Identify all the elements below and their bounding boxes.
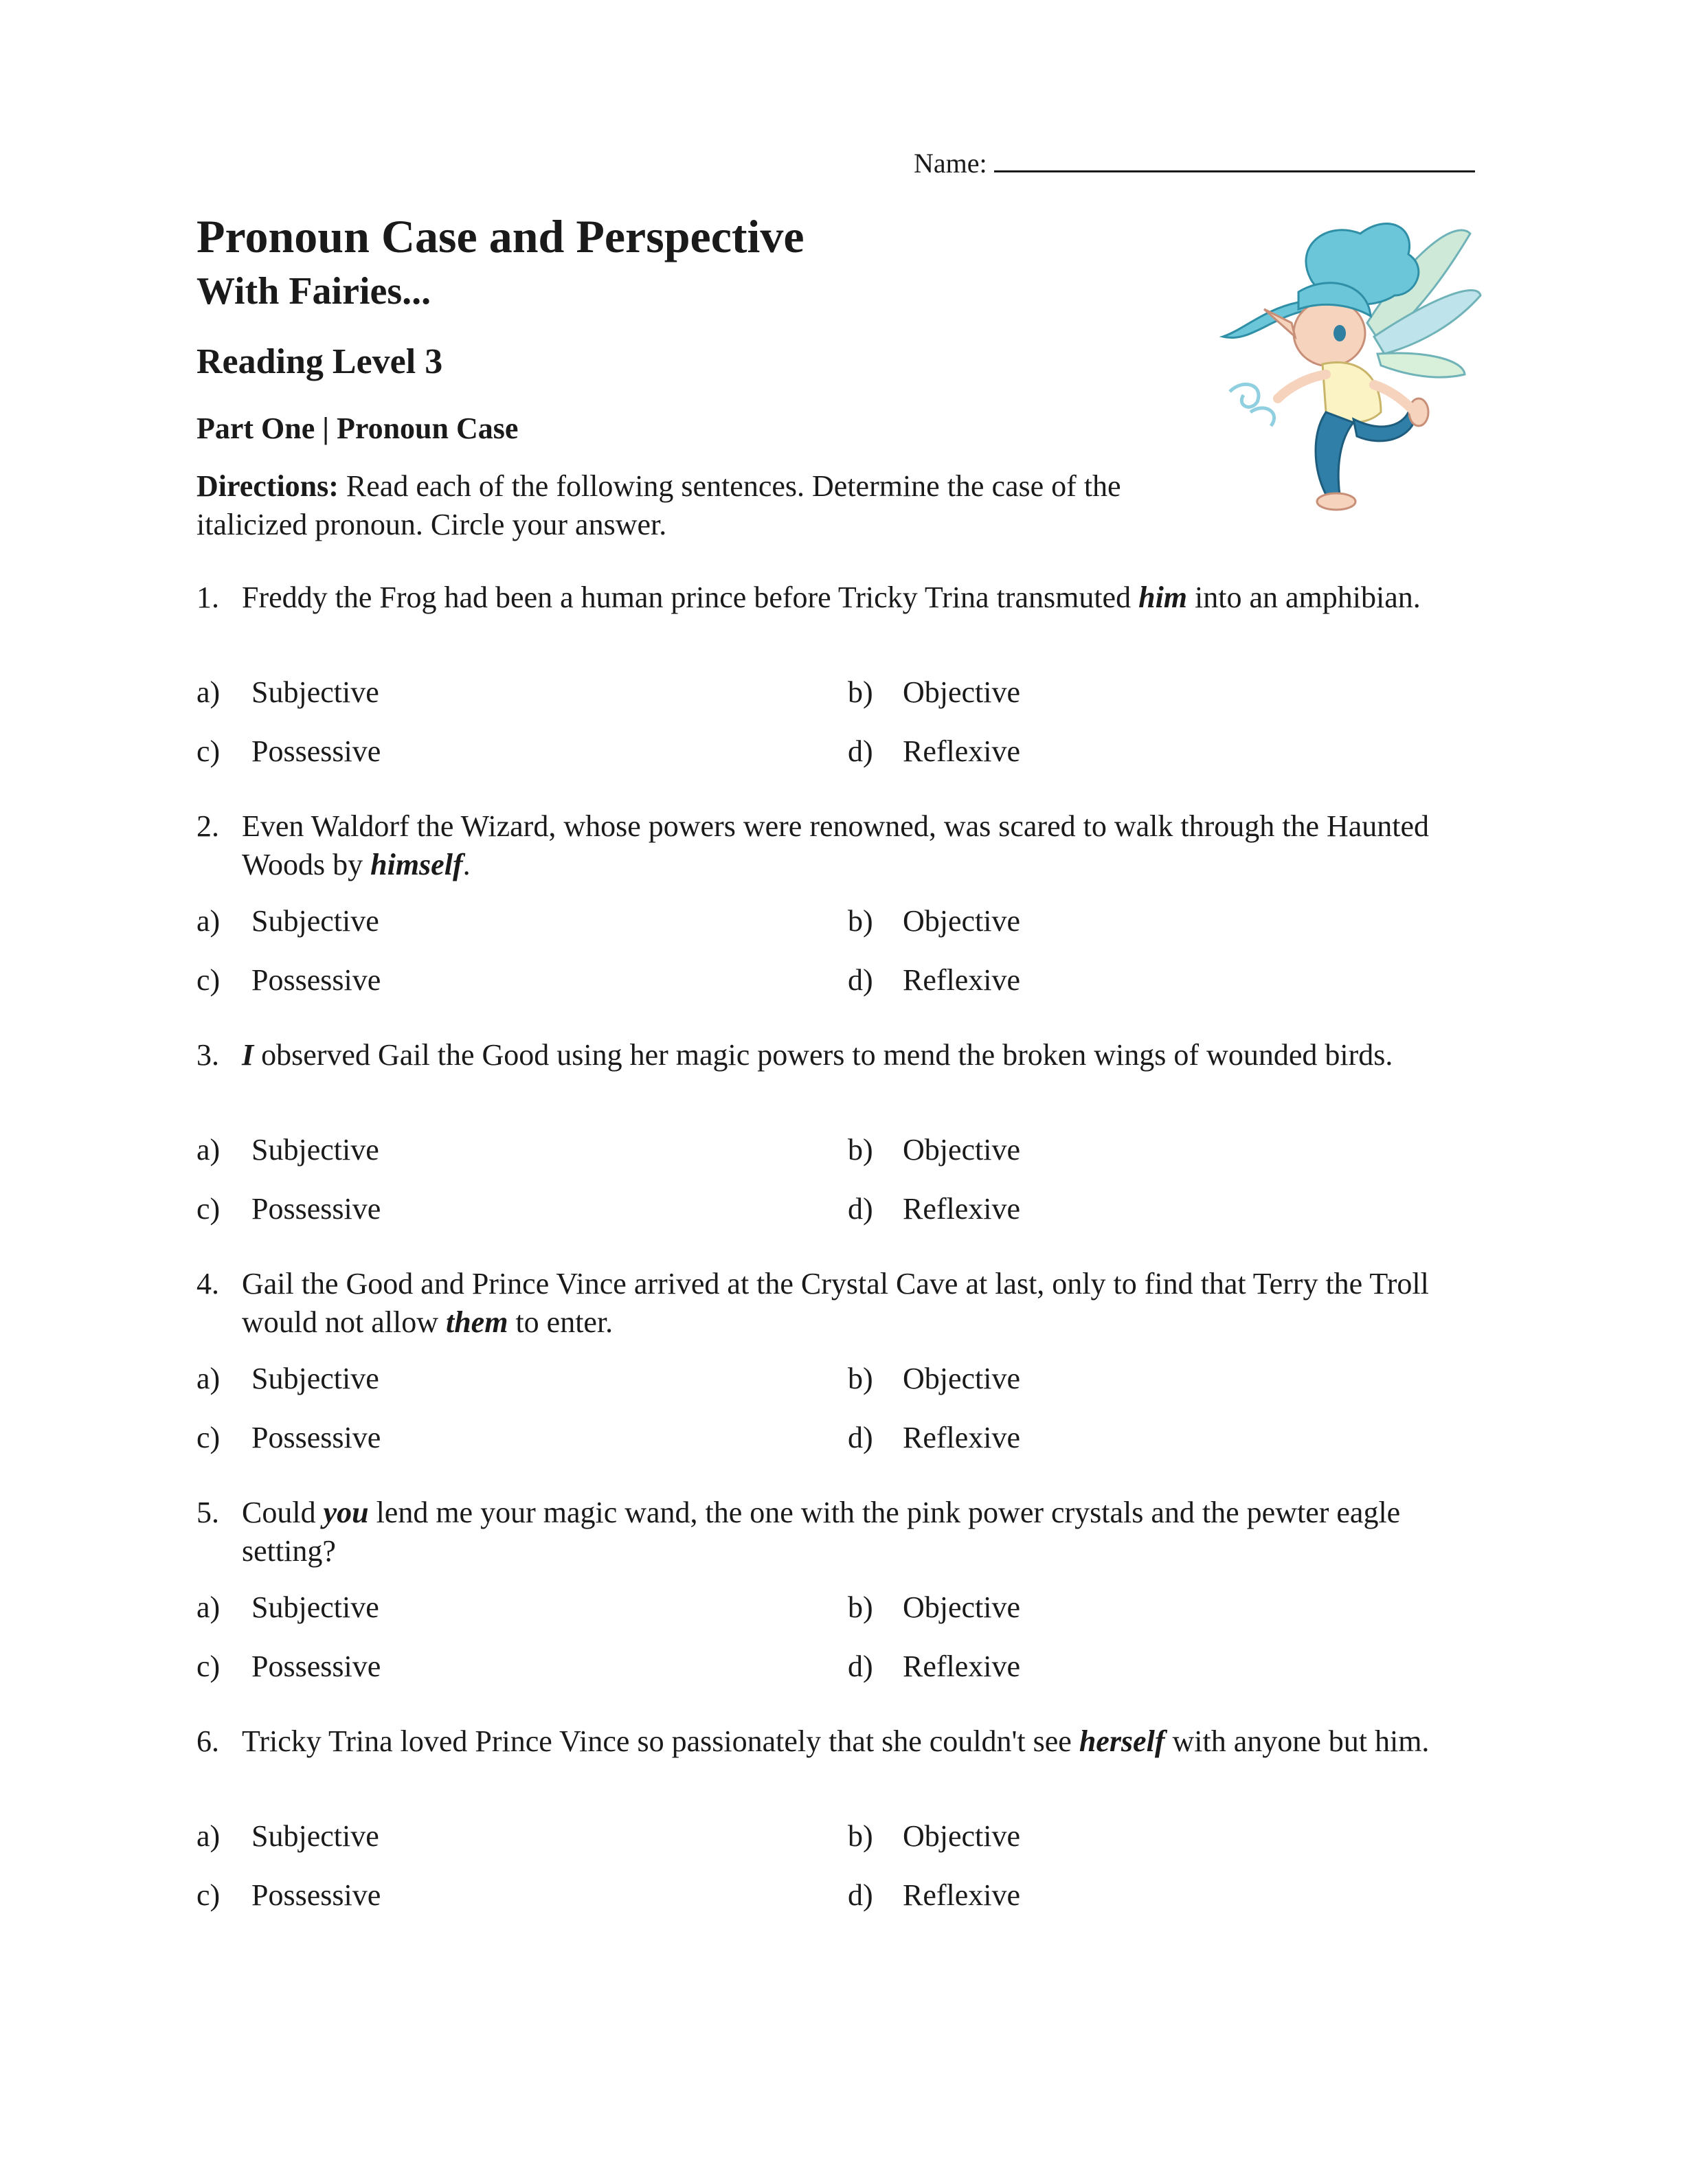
option-label: Subjective (251, 1590, 379, 1624)
fairy-foot (1317, 493, 1355, 510)
option-a[interactable] (196, 1132, 379, 1167)
option-b[interactable] (848, 1132, 1020, 1167)
option-letter: d) (848, 1421, 873, 1454)
option-d[interactable] (848, 1191, 1020, 1226)
option-b[interactable] (848, 1361, 1020, 1396)
option-c[interactable] (196, 1878, 381, 1913)
option-d[interactable] (848, 1420, 1020, 1455)
option-c[interactable] (196, 734, 381, 769)
page-title: Pronoun Case and Perspective (196, 210, 804, 262)
option-letter: d) (848, 1192, 873, 1226)
option-label: Reflexive (903, 734, 1021, 768)
question-text-before: Gail the Good and Prince Vince arrived at the Crystal Cave at last, only to find that Terry the Troll would not allow (242, 1267, 1429, 1339)
option-c[interactable] (196, 1649, 381, 1684)
option-a[interactable] (196, 1819, 379, 1854)
option-d[interactable] (848, 1878, 1020, 1913)
option-letter: c) (196, 963, 221, 997)
question-text-before: Tricky Trina loved Prince Vince so passionately that she couldn't see (242, 1724, 1079, 1758)
option-label: Possessive (251, 734, 381, 768)
question-text (242, 1722, 1502, 1761)
option-letter: c) (196, 734, 221, 768)
option-b[interactable] (848, 903, 1020, 938)
question-text-before: Could (242, 1496, 324, 1529)
question-text (242, 807, 1502, 884)
question-number: 5. (196, 1496, 219, 1529)
question-text-after: with anyone but him. (1164, 1724, 1430, 1758)
option-letter: b) (848, 1133, 873, 1167)
option-a[interactable] (196, 1590, 379, 1625)
option-label: Possessive (251, 1192, 381, 1226)
option-letter: a) (196, 1133, 221, 1167)
question-text-before: Even Waldorf the Wizard, whose powers were renowned, was scared to walk through the Haunted Woods by (242, 809, 1430, 881)
question-text-before: Freddy the Frog had been a human prince before Tricky Trina transmuted (242, 581, 1139, 614)
fairy-eye (1333, 325, 1346, 341)
option-d[interactable] (848, 1649, 1020, 1684)
question-text-after: to enter. (508, 1305, 614, 1339)
option-letter: a) (196, 1819, 221, 1853)
option-letter: b) (848, 1819, 873, 1853)
option-letter: a) (196, 675, 221, 709)
option-label: Subjective (251, 1362, 379, 1395)
italic-pronoun: him (1138, 581, 1188, 614)
question-text (242, 1494, 1502, 1571)
option-letter: b) (848, 675, 873, 709)
question-5 (196, 1494, 1502, 1571)
option-letter: d) (848, 963, 873, 997)
italic-pronoun: himself (370, 848, 463, 881)
option-letter: d) (848, 1650, 873, 1683)
option-label: Objective (903, 1362, 1021, 1395)
fairy-wing (1377, 353, 1465, 377)
fairy-face (1294, 300, 1365, 366)
option-letter: d) (848, 734, 873, 768)
directions-label: Directions: (196, 469, 339, 503)
question-number: 6. (196, 1724, 219, 1758)
option-letter: a) (196, 1590, 221, 1624)
option-label: Objective (903, 1590, 1021, 1624)
name-label: Name: (914, 148, 987, 179)
option-label: Possessive (251, 1421, 381, 1454)
option-a[interactable] (196, 675, 379, 710)
option-a[interactable] (196, 903, 379, 938)
option-label: Reflexive (903, 1421, 1021, 1454)
option-c[interactable] (196, 962, 381, 998)
fairy-leg (1316, 412, 1353, 495)
option-letter: c) (196, 1650, 221, 1683)
fairy-illustration (1209, 206, 1484, 522)
option-letter: d) (848, 1878, 873, 1912)
part-heading: Part One | Pronoun Case (196, 412, 519, 445)
option-label: Reflexive (903, 1878, 1021, 1912)
question-4 (196, 1265, 1502, 1342)
option-label: Objective (903, 1819, 1021, 1853)
option-label: Possessive (251, 1650, 381, 1683)
question-text (242, 1036, 1502, 1074)
reading-level-heading: Reading Level 3 (196, 342, 443, 381)
option-label: Subjective (251, 675, 379, 709)
fairy-arm (1278, 374, 1326, 398)
option-d[interactable] (848, 734, 1020, 769)
option-label: Reflexive (903, 1650, 1021, 1683)
question-text-after: into an amphibian. (1187, 581, 1421, 614)
question-text-after: lend me your magic wand, the one with the pink power crystals and the pewter eagle setting? (242, 1496, 1401, 1568)
option-c[interactable] (196, 1191, 381, 1226)
question-6 (196, 1722, 1502, 1761)
option-label: Subjective (251, 904, 379, 938)
italic-pronoun: herself (1079, 1724, 1165, 1758)
question-1 (196, 578, 1502, 617)
option-label: Possessive (251, 963, 381, 997)
name-field[interactable] (914, 146, 1475, 179)
option-b[interactable] (848, 1590, 1020, 1625)
option-letter: b) (848, 1590, 873, 1624)
option-b[interactable] (848, 1819, 1020, 1854)
question-number: 1. (196, 581, 219, 614)
option-letter: c) (196, 1192, 221, 1226)
option-label: Objective (903, 1133, 1021, 1167)
italic-pronoun: them (445, 1305, 508, 1339)
option-c[interactable] (196, 1420, 381, 1455)
option-label: Reflexive (903, 963, 1021, 997)
question-3 (196, 1036, 1502, 1074)
option-label: Possessive (251, 1878, 381, 1912)
directions-text: Read each of the following sentences. Determine the case of the italicized pronoun. Circle your answer. (196, 469, 1121, 541)
question-text-after: . (462, 848, 471, 881)
name-blank-line[interactable] (994, 146, 1475, 172)
option-label: Objective (903, 904, 1021, 938)
option-letter: a) (196, 904, 221, 938)
italic-pronoun: you (323, 1496, 369, 1529)
page-subtitle: With Fairies... (196, 270, 431, 313)
option-label: Reflexive (903, 1192, 1021, 1226)
option-letter: c) (196, 1878, 221, 1912)
option-letter: a) (196, 1362, 221, 1395)
option-a[interactable] (196, 1361, 379, 1396)
question-text (242, 578, 1502, 617)
option-letter: c) (196, 1421, 221, 1454)
option-label: Subjective (251, 1133, 379, 1167)
magic-swirl (1250, 408, 1274, 426)
question-text (242, 1265, 1502, 1342)
option-label: Subjective (251, 1819, 379, 1853)
question-number: 3. (196, 1038, 219, 1072)
option-letter: b) (848, 904, 873, 938)
question-number: 2. (196, 809, 219, 843)
magic-swirl (1230, 384, 1259, 407)
option-letter: b) (848, 1362, 873, 1395)
directions (196, 467, 1186, 544)
option-d[interactable] (848, 962, 1020, 998)
question-text-after: observed Gail the Good using her magic powers to mend the broken wings of wounded birds. (254, 1038, 1393, 1072)
question-number: 4. (196, 1267, 219, 1301)
question-2 (196, 807, 1502, 884)
option-b[interactable] (848, 675, 1020, 710)
option-label: Objective (903, 675, 1021, 709)
italic-pronoun: I (242, 1038, 254, 1072)
